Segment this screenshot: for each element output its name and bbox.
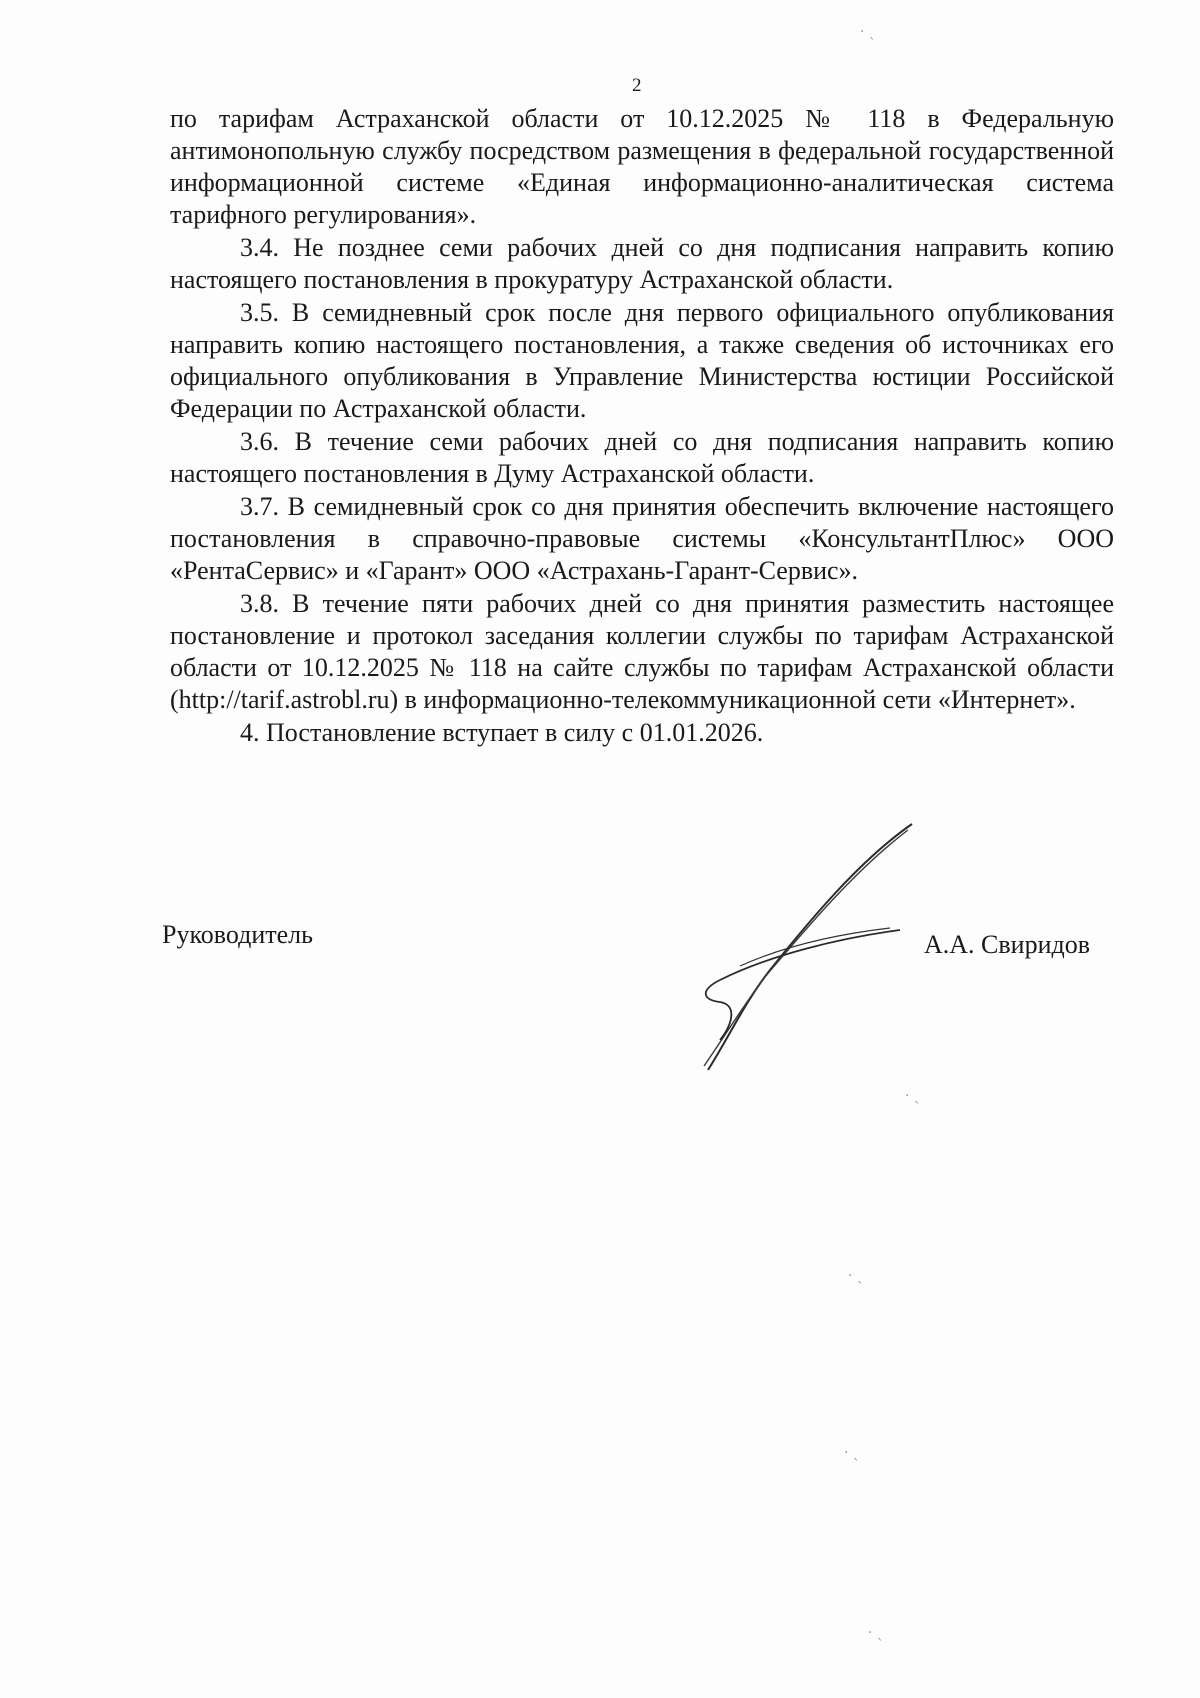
signatory-title: Руководитель (162, 920, 313, 949)
scan-speck: · ˎ (868, 1625, 884, 1641)
document-body (170, 103, 1114, 750)
scan-speck: · ˎ (844, 1445, 860, 1461)
scan-speck: · ˎ (848, 1268, 864, 1284)
paragraph-4: 4. Постановление вступает в силу с 01.01.2026. (240, 718, 764, 747)
paragraph-3-6: 3.6. В течение семи рабочих дней со дня подписания направить копию настоящего постановления в Думу Астраханской области. (170, 427, 1114, 488)
signatory-name: А.А. Свиридов (924, 930, 1091, 959)
handwritten-signature (660, 820, 920, 1080)
scan-speck: · ˎ (905, 1088, 921, 1104)
paragraph-3-7: 3.7. В семидневный срок со дня принятия обеспечить включение настоящего постановления в справочно-правовые системы «КонсультантПлюс» ООО «РентаСервис» и «Гарант» ООО «Астрахань-Гарант-Сервис». (170, 492, 1114, 585)
scan-speck: · ˎ (860, 24, 876, 40)
signature-block (162, 920, 1112, 960)
paragraph-3-5: 3.5. В семидневный срок после дня первого официального опубликования направить копию настоящего постановления, а также сведения об источниках его официального опубликования в Управление Министерства юстиции Российской Федерации по Астраханской области. (170, 298, 1114, 423)
paragraph-3-4: 3.4. Не позднее семи рабочих дней со дня подписания направить копию настоящего постановления в прокуратуру Астраханской области. (170, 233, 1114, 294)
page-number: 2 (632, 75, 642, 96)
paragraph-3-8: 3.8. В течение пяти рабочих дней со дня принятия разместить настоящее постановление и протокол заседания коллегии службы по тарифам Астраханской области от 10.12.2025 № 118 на сайте службы по тарифам Астраханской области (http://tarif.astrobl.ru) в информационно-телекоммуникационной сети «Интернет». (170, 589, 1114, 714)
paragraph-continuation: по тарифам Астраханской области от 10.12.2025 № 118 в Федеральную антимонопольную службу посредством размещения в федеральной государственной информационной системе «Единая информационно-аналитическая система тарифного регулирования». (170, 104, 1114, 229)
